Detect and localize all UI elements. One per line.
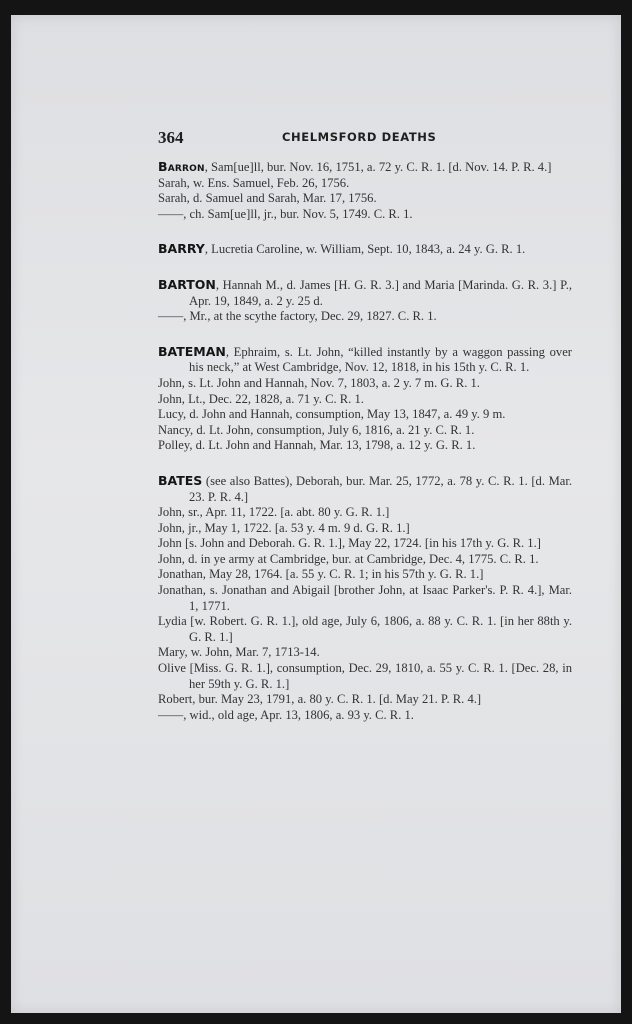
running-head: CHELMSFORD DEATHS xyxy=(282,130,437,144)
surname-group xyxy=(158,277,572,325)
page-content xyxy=(158,128,572,723)
entry-text: Nancy, d. Lt. John, consumption, July 6, 1816, a. 21 y. C. R. 1. xyxy=(158,422,475,437)
entry-text: Mary, w. John, Mar. 7, 1713-14. xyxy=(158,645,320,660)
death-entry xyxy=(158,505,572,521)
death-entry xyxy=(158,708,572,724)
entry-text: Sarah, w. Ens. Samuel, Feb. 26, 1756. xyxy=(158,175,350,190)
death-entry xyxy=(158,191,572,207)
entry-text: ——, wid., old age, Apr. 13, 1806, a. 93 y. C. R. 1. xyxy=(158,707,414,722)
entry-text: Jonathan, May 28, 1764. [a. 55 y. C. R. 1; in his 57th y. G. R. 1.] xyxy=(158,567,484,582)
surname-group xyxy=(158,344,572,454)
entry-text: , Lucretia Caroline, w. William, Sept. 10, 1843, a. 24 y. G. R. 1. xyxy=(204,242,526,257)
death-entry xyxy=(158,423,572,439)
page-number: 364 xyxy=(158,128,184,147)
death-entry xyxy=(158,552,572,568)
death-entry xyxy=(158,344,572,376)
death-entry xyxy=(158,176,572,192)
entries-list xyxy=(158,159,572,723)
death-entry xyxy=(158,536,572,552)
entry-text: Polley, d. Lt. John and Hannah, Mar. 13, 1798, a. 12 y. G. R. 1. xyxy=(158,438,476,453)
entry-surname: BATEMAN xyxy=(158,343,226,359)
death-entry xyxy=(158,241,572,258)
death-entry xyxy=(158,661,572,692)
entry-text: Lucy, d. John and Hannah, consumption, May 13, 1847, a. 49 y. 9 m. xyxy=(158,407,506,422)
entry-text: (see also Battes), Deborah, bur. Mar. 25, 1772, a. 78 y. C. R. 1. [d. Mar. 23. P. R. 4.] xyxy=(189,473,572,504)
entry-text: Sarah, d. Samuel and Sarah, Mar. 17, 1756. xyxy=(158,191,377,206)
death-entry xyxy=(158,567,572,583)
death-entry xyxy=(158,692,572,708)
death-entry xyxy=(158,392,572,408)
entry-text: , Sam[ue]ll, bur. Nov. 16, 1751, a. 72 y. C. R. 1. [d. Nov. 14. P. R. 4.] xyxy=(204,160,552,174)
page-header xyxy=(158,128,572,150)
entry-text: Robert, bur. May 23, 1791, a. 80 y. C. R. 1. [d. May 21. P. R. 4.] xyxy=(158,692,482,707)
death-entry xyxy=(158,614,572,645)
entry-surname: BATES xyxy=(158,472,203,488)
death-entry xyxy=(158,277,572,309)
entry-text: John, Lt., Dec. 22, 1828, a. 71 y. C. R. 1. xyxy=(158,391,364,406)
entry-text: , Hannah M., d. James [H. G. R. 3.] and Maria [Marinda. G. R. 3.] P., Apr. 19, 1849, a. 2 y. 25 d. xyxy=(189,277,572,308)
death-entry xyxy=(158,583,572,614)
entry-text: John, s. Lt. John and Hannah, Nov. 7, 1803, a. 2 y. 7 m. G. R. 1. xyxy=(158,375,480,390)
death-entry xyxy=(158,438,572,454)
entry-surname: BARTON xyxy=(158,276,216,292)
entry-text: John, sr., Apr. 11, 1722. [a. abt. 80 y. G. R. 1.] xyxy=(158,505,390,520)
entry-text: Olive [Miss. G. R. 1.], consumption, Dec. 29, 1810, a. 55 y. C. R. 1. [Dec. 28, in her 59th y. G. R. 1.] xyxy=(158,661,572,691)
book-page xyxy=(11,15,621,1013)
death-entry xyxy=(158,645,572,661)
entry-text: John, jr., May 1, 1722. [a. 53 y. 4 m. 9 d. G. R. 1.] xyxy=(158,520,410,535)
death-entry xyxy=(158,376,572,392)
death-entry xyxy=(158,473,572,505)
entry-text: John [s. John and Deborah. G. R. 1.], May 22, 1724. [in his 17th y. G. R. 1.] xyxy=(158,536,541,551)
death-entry xyxy=(158,407,572,423)
surname-group xyxy=(158,159,572,222)
entry-text: , Ephraim, s. Lt. John, “killed instantly by a waggon passing over his neck,” at West Cambridge, Nov. 12, 1818, in his 15th y. C. R. 1. xyxy=(189,344,572,375)
entry-surname: Barron xyxy=(158,159,205,174)
death-entry xyxy=(158,159,572,176)
death-entry xyxy=(158,309,572,325)
entry-text: John, d. in ye army at Cambridge, bur. at Cambridge, Dec. 4, 1775. C. R. 1. xyxy=(158,551,539,566)
entry-text: Jonathan, s. Jonathan and Abigail [brother John, at Isaac Parker's. P. R. 4.], Mar. 1, 1771. xyxy=(158,583,572,613)
entry-text: ——, Mr., at the scythe factory, Dec. 29, 1827. C. R. 1. xyxy=(158,309,437,324)
surname-group xyxy=(158,473,572,724)
surname-group xyxy=(158,241,572,258)
entry-text: Lydia [w. Robert. G. R. 1.], old age, July 6, 1806, a. 88 y. C. R. 1. [in her 88th y. G. R. 1.] xyxy=(158,614,572,644)
entry-text: ——, ch. Sam[ue]ll, jr., bur. Nov. 5, 1749. C. R. 1. xyxy=(158,206,413,221)
death-entry xyxy=(158,521,572,537)
entry-surname: BARRY xyxy=(158,241,205,257)
death-entry xyxy=(158,207,572,223)
